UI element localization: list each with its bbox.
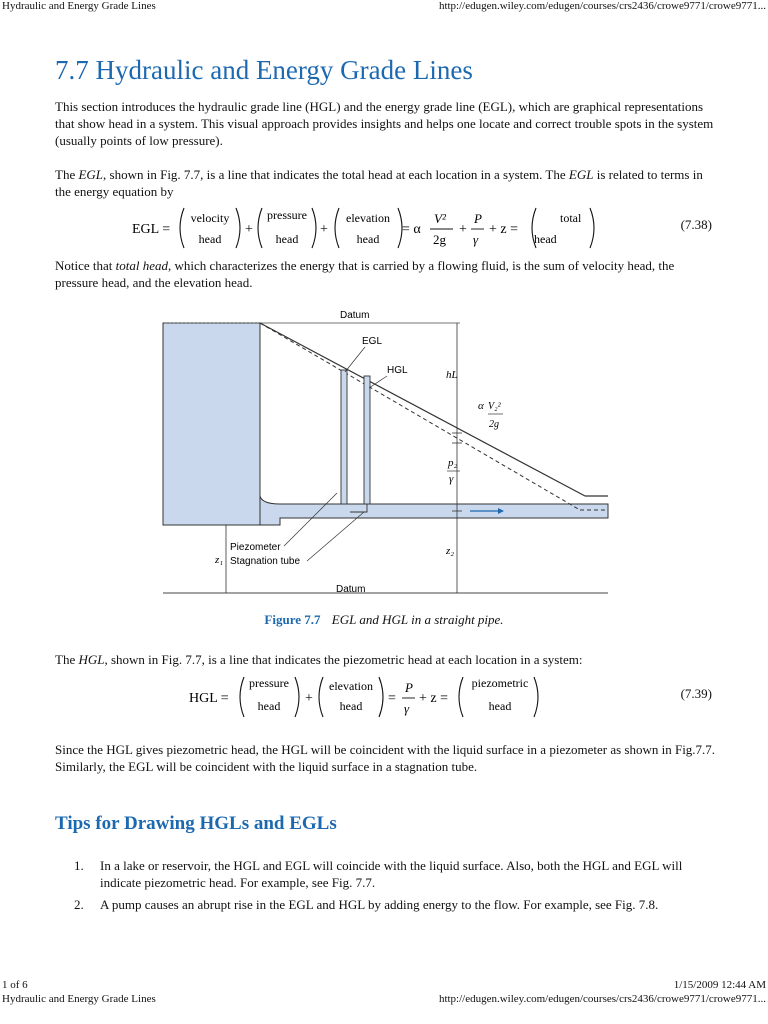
- tip-number: 2.: [74, 897, 84, 912]
- svg-text:+ z =: + z =: [489, 222, 519, 237]
- tip-text: In a lake or reservoir, the HGL and EGL will coincide with the liquid surface. Also, both the HGL and EGL will indicate piezometric head. For example, see Fig. 7.7.: [100, 858, 683, 890]
- z1-label: z₁: [215, 554, 224, 566]
- eq1-head-4: head: [534, 232, 557, 246]
- eq2-pressure: pressure: [249, 676, 289, 690]
- hgl-paragraph: The HGL, shown in Fig. 7.7, is a line that indicates the piezometric head at each location in a system:: [55, 652, 583, 667]
- since-paragraph: Since the HGL gives piezometric head, the HGL will be coincident with the liquid surface in a piezometer as shown in Fig.7.7. Similarly, the EGL will be coincident with the liquid surface in a stagnation tube.: [55, 742, 716, 774]
- pipe: [260, 496, 608, 525]
- egl-line: [260, 323, 585, 496]
- svg-text:2g: 2g: [433, 232, 446, 247]
- svg-text:=: =: [388, 691, 396, 706]
- notice-paragraph: Notice that total head, which characterizes the energy that is carried by a flowing fluid, is the sum of velocity head, the pressure head, and the elevation head.: [55, 258, 675, 290]
- svg-text:+: +: [245, 222, 253, 237]
- section-title: 7.7 Hydraulic and Energy Grade Lines: [55, 55, 473, 85]
- page-number: 1 of 6: [2, 979, 28, 991]
- stagnation-label: Stagnation tube: [230, 556, 301, 567]
- tips-title: Tips for Drawing HGLs and EGLs: [55, 813, 337, 834]
- svg-text:γ: γ: [473, 232, 479, 247]
- eq1-elevation: elevation: [346, 211, 390, 225]
- stagnation-tube: [364, 376, 370, 504]
- twog-label: 2g: [489, 419, 499, 430]
- tip-text: A pump causes an abrupt rise in the EGL and HGL by adding energy to the flow. For example, see Fig. 7.8.: [100, 897, 659, 912]
- print-header-next: [2, 993, 766, 1005]
- alpha-label: α: [478, 400, 484, 412]
- header-url[interactable]: http://edugen.wiley.com/edugen/courses/crs2436/crowe9771/crowe9771...: [438, 0, 766, 12]
- eq1-head-2: head: [275, 232, 299, 246]
- eq2-elevation: elevation: [329, 679, 373, 693]
- p2-label: p₂: [448, 457, 458, 469]
- print-header: [2, 0, 766, 12]
- v2-label: V₂²: [488, 401, 501, 412]
- svg-text:+: +: [320, 222, 328, 237]
- print-footer: [2, 979, 766, 991]
- eq1-head-1: head: [198, 232, 222, 246]
- hgl-term: HGL: [78, 652, 105, 667]
- svg-text:P: P: [474, 211, 482, 226]
- intro-paragraph: This section introduces the hydraulic grade line (HGL) and the energy grade line (EGL), which are graphical representations that show head in a system. This visual approach provides insights and helps one locate and correct trouble spots in the system (usually points of low pressure).: [55, 99, 714, 148]
- piezometer-label: Piezometer: [230, 542, 281, 553]
- equation-number-7-38: (7.38): [680, 217, 712, 232]
- eq1-velocity: velocity: [190, 211, 230, 225]
- eq1-pressure: pressure: [267, 208, 307, 222]
- equation-number-7-39: (7.39): [680, 686, 712, 701]
- datum-bottom-label: Datum: [336, 584, 366, 595]
- header-title: Hydraulic and Energy Grade Lines: [2, 0, 156, 12]
- figure-7-7: [0, 296, 768, 606]
- svg-text:P: P: [405, 680, 413, 695]
- egl-term: EGL: [78, 167, 104, 182]
- eq2-piezometric: piezometric: [471, 676, 529, 690]
- svg-text:+ z =: + z =: [419, 691, 449, 706]
- hl-label: hL: [446, 369, 458, 381]
- figure-caption: [0, 612, 768, 628]
- eq2-lhs: HGL =: [189, 691, 229, 706]
- eq2-head-2: head: [339, 699, 363, 713]
- svg-text:+: +: [459, 222, 467, 237]
- egl-paragraph: The EGL, shown in Fig. 7.7, is a line that indicates the total head at each location in a system. The EGL is related to terms in the energy equation by: [55, 167, 703, 199]
- hgl-line: [260, 323, 580, 510]
- svg-text:γ: γ: [404, 701, 410, 716]
- equation-7-38: [55, 203, 720, 253]
- egl-term-2: EGL: [568, 167, 594, 182]
- svg-text:= α: = α: [402, 222, 421, 237]
- eq1-total: total: [560, 211, 582, 225]
- egl-label: EGL: [362, 336, 383, 347]
- tip-number: 1.: [74, 858, 84, 873]
- eq1-lhs: EGL =: [132, 222, 171, 237]
- eq1-head-3: head: [356, 232, 380, 246]
- figure-caption-text: EGL and HGL in a straight pipe.: [331, 612, 504, 627]
- total-head-term: total head: [115, 258, 169, 273]
- z2-label: z₂: [446, 545, 455, 557]
- hgl-label: HGL: [387, 365, 408, 376]
- header-title-next: Hydraulic and Energy Grade Lines: [2, 993, 156, 1005]
- equation-7-39: [55, 672, 720, 722]
- piezometer-tube: [341, 370, 347, 504]
- reservoir: [163, 323, 260, 525]
- gamma-label: γ: [449, 473, 454, 485]
- svg-text:+: +: [305, 691, 313, 706]
- figure-label: Figure 7.7: [264, 612, 321, 627]
- eq2-head-3: head: [488, 699, 512, 713]
- print-datetime: 1/15/2009 12:44 AM: [673, 979, 766, 991]
- svg-text:V²: V²: [434, 211, 446, 226]
- eq2-head-1: head: [257, 699, 281, 713]
- header-url-next[interactable]: http://edugen.wiley.com/edugen/courses/crs2436/crowe9771/crowe9771...: [438, 993, 766, 1005]
- datum-top-label: Datum: [340, 310, 370, 321]
